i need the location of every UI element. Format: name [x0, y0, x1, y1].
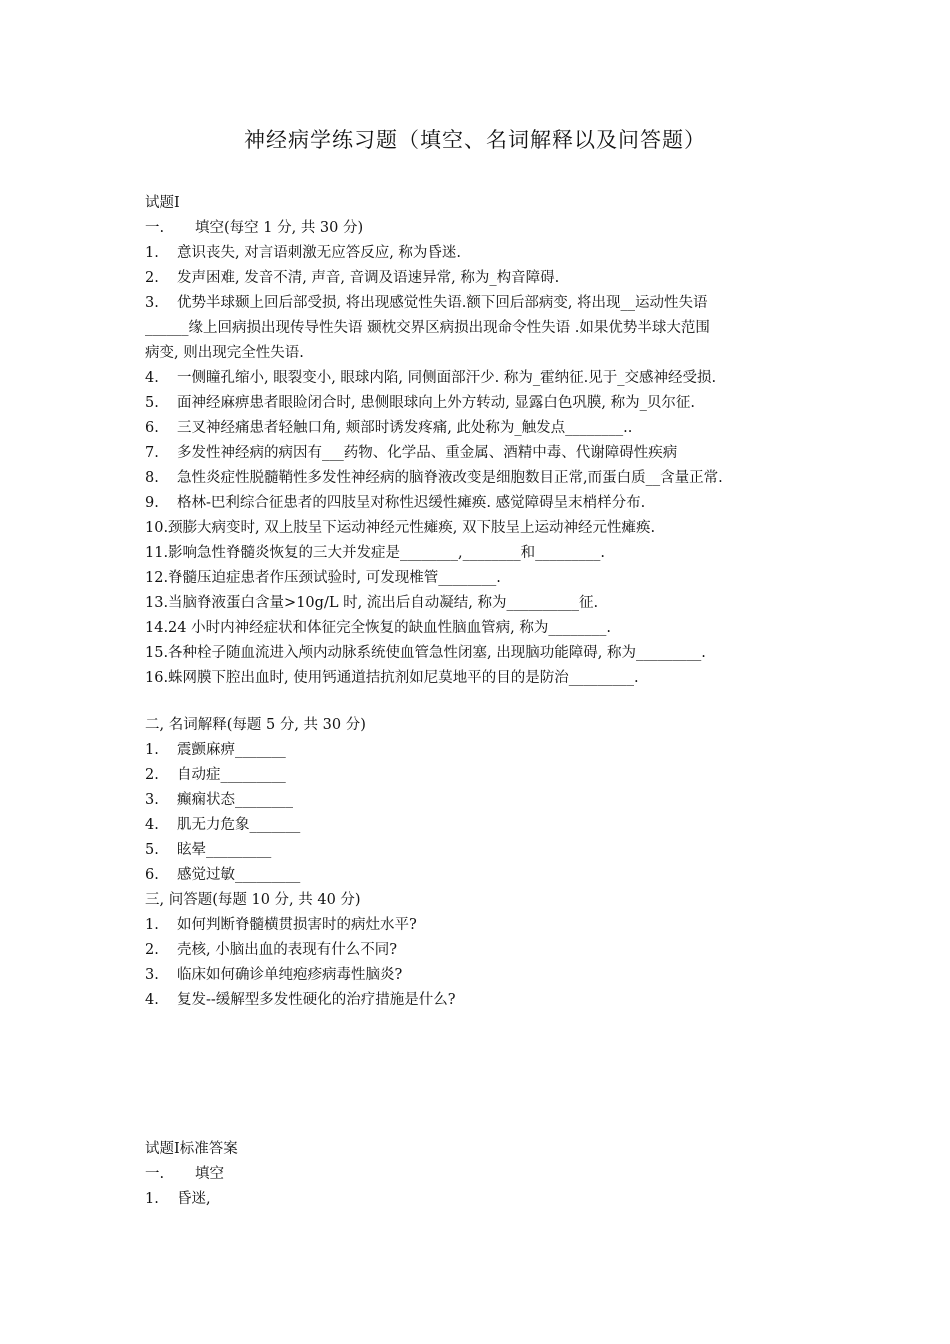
list-item: 4. 肌无力危象_______: [145, 817, 301, 833]
list-item: 16.蛛网膜下腔出血时, 使用钙通道拮抗剂如尼莫地平的目的是防治_________.: [145, 670, 639, 686]
section1-heading: [145, 216, 815, 241]
list-item: 3. 癫痫状态________: [145, 792, 293, 808]
exam-section: [145, 191, 815, 691]
list-item: 14.24 小时内神经症状和体征完全恢复的缺血性脑血管病, 称为________.: [145, 620, 611, 636]
list-item: 13.当脑脊液蛋白含量>10g/L 时, 流出后自动凝结, 称为__________征.: [145, 595, 599, 611]
list-item: 10.颈膨大病变时, 双上肢呈下运动神经元性瘫痪, 双下肢呈上运动神经元性瘫痪.: [145, 520, 656, 536]
list-item: 2. 发声困难, 发音不清, 声音, 音调及语速异常, 称为_构音障碍.: [145, 270, 560, 286]
list-item: 6. 感觉过敏_________: [145, 867, 301, 883]
list-item: 5. 眩晕_________: [145, 842, 272, 858]
list-item: 1. 意识丧失, 对言语刺激无应答反应, 称为昏迷.: [145, 245, 462, 261]
terms-section: [145, 713, 815, 1013]
answers-section: [145, 1137, 815, 1212]
list-item: 2. 壳核, 小脑出血的表现有什么不同?: [145, 942, 397, 958]
answers-section-heading: 一. 填空: [145, 1166, 224, 1182]
list-item: 1. 震颤麻痹_______: [145, 742, 286, 758]
page-title: 神经病学练习题（填空、名词解释以及问答题）: [244, 128, 706, 152]
section1-heading-text: 填空(每空 1 分, 共 30 分): [195, 220, 364, 236]
section1-list: [145, 241, 815, 691]
section1-heading-num: 一.: [145, 220, 165, 236]
list-item: 2. 自动症_________: [145, 767, 286, 783]
list-item: 11.影响急性脊髓炎恢复的三大并发症是________,________和_________.: [145, 545, 606, 561]
list-item: 5. 面神经麻痹患者眼睑闭合时, 患侧眼球向上外方转动, 显露白色巩膜, 称为_贝尔征.: [145, 395, 696, 411]
answers-heading: 试题Ⅰ标准答案: [145, 1141, 238, 1157]
list-item: 4. 一侧瞳孔缩小, 眼裂变小, 眼球内陷, 同侧面部汗少. 称为_霍纳征.见于_交感神经受损.: [145, 370, 717, 386]
list-item: 1. 昏迷,: [145, 1191, 211, 1207]
section3-heading: 三, 问答题(每题 10 分, 共 40 分): [145, 892, 361, 908]
list-item: 9. 格林-巴利综合征患者的四肢呈对称性迟缓性瘫痪. 感觉障碍呈末梢样分布.: [145, 495, 646, 511]
list-item: 12.脊髓压迫症患者作压颈试验时, 可发现椎管________.: [145, 570, 501, 586]
list-item: 8. 急性炎症性脱髓鞘性多发性神经病的脑脊液改变是细胞数目正常,而蛋白质__含量正常.: [145, 470, 723, 486]
section2-heading: 二, 名词解释(每题 5 分, 共 30 分): [145, 717, 366, 733]
list-item: 7. 多发性神经病的病因有___药物、化学品、重金属、酒精中毒、代谢障碍性疾病: [145, 445, 678, 461]
list-item: 6. 三叉神经痛患者轻触口角, 颊部时诱发疼痛, 此处称为_触发点________..: [145, 420, 633, 436]
list-item-continuation: ______缘上回病损出现传导性失语 颞枕交界区病损出现命令性失语 .如果优势半球大范围: [145, 320, 710, 336]
list-item-continuation: 病变, 则出现完全性失语.: [145, 345, 304, 361]
list-item: 3. 优势半球颞上回后部受损, 将出现感觉性失语.额下回后部病变, 将出现__运动性失语: [145, 295, 708, 311]
list-item: 4. 复发--缓解型多发性硬化的治疗措施是什么?: [145, 992, 456, 1008]
list-item: 3. 临床如何确诊单纯疱疹病毒性脑炎?: [145, 967, 403, 983]
exam-label: 试题Ⅰ: [145, 195, 180, 211]
list-item: 1. 如何判断脊髓横贯损害时的病灶水平?: [145, 917, 417, 933]
list-item: 15.各种栓子随血流进入颅内动脉系统使血管急性闭塞, 出现脑功能障碍, 称为_________.: [145, 645, 706, 661]
